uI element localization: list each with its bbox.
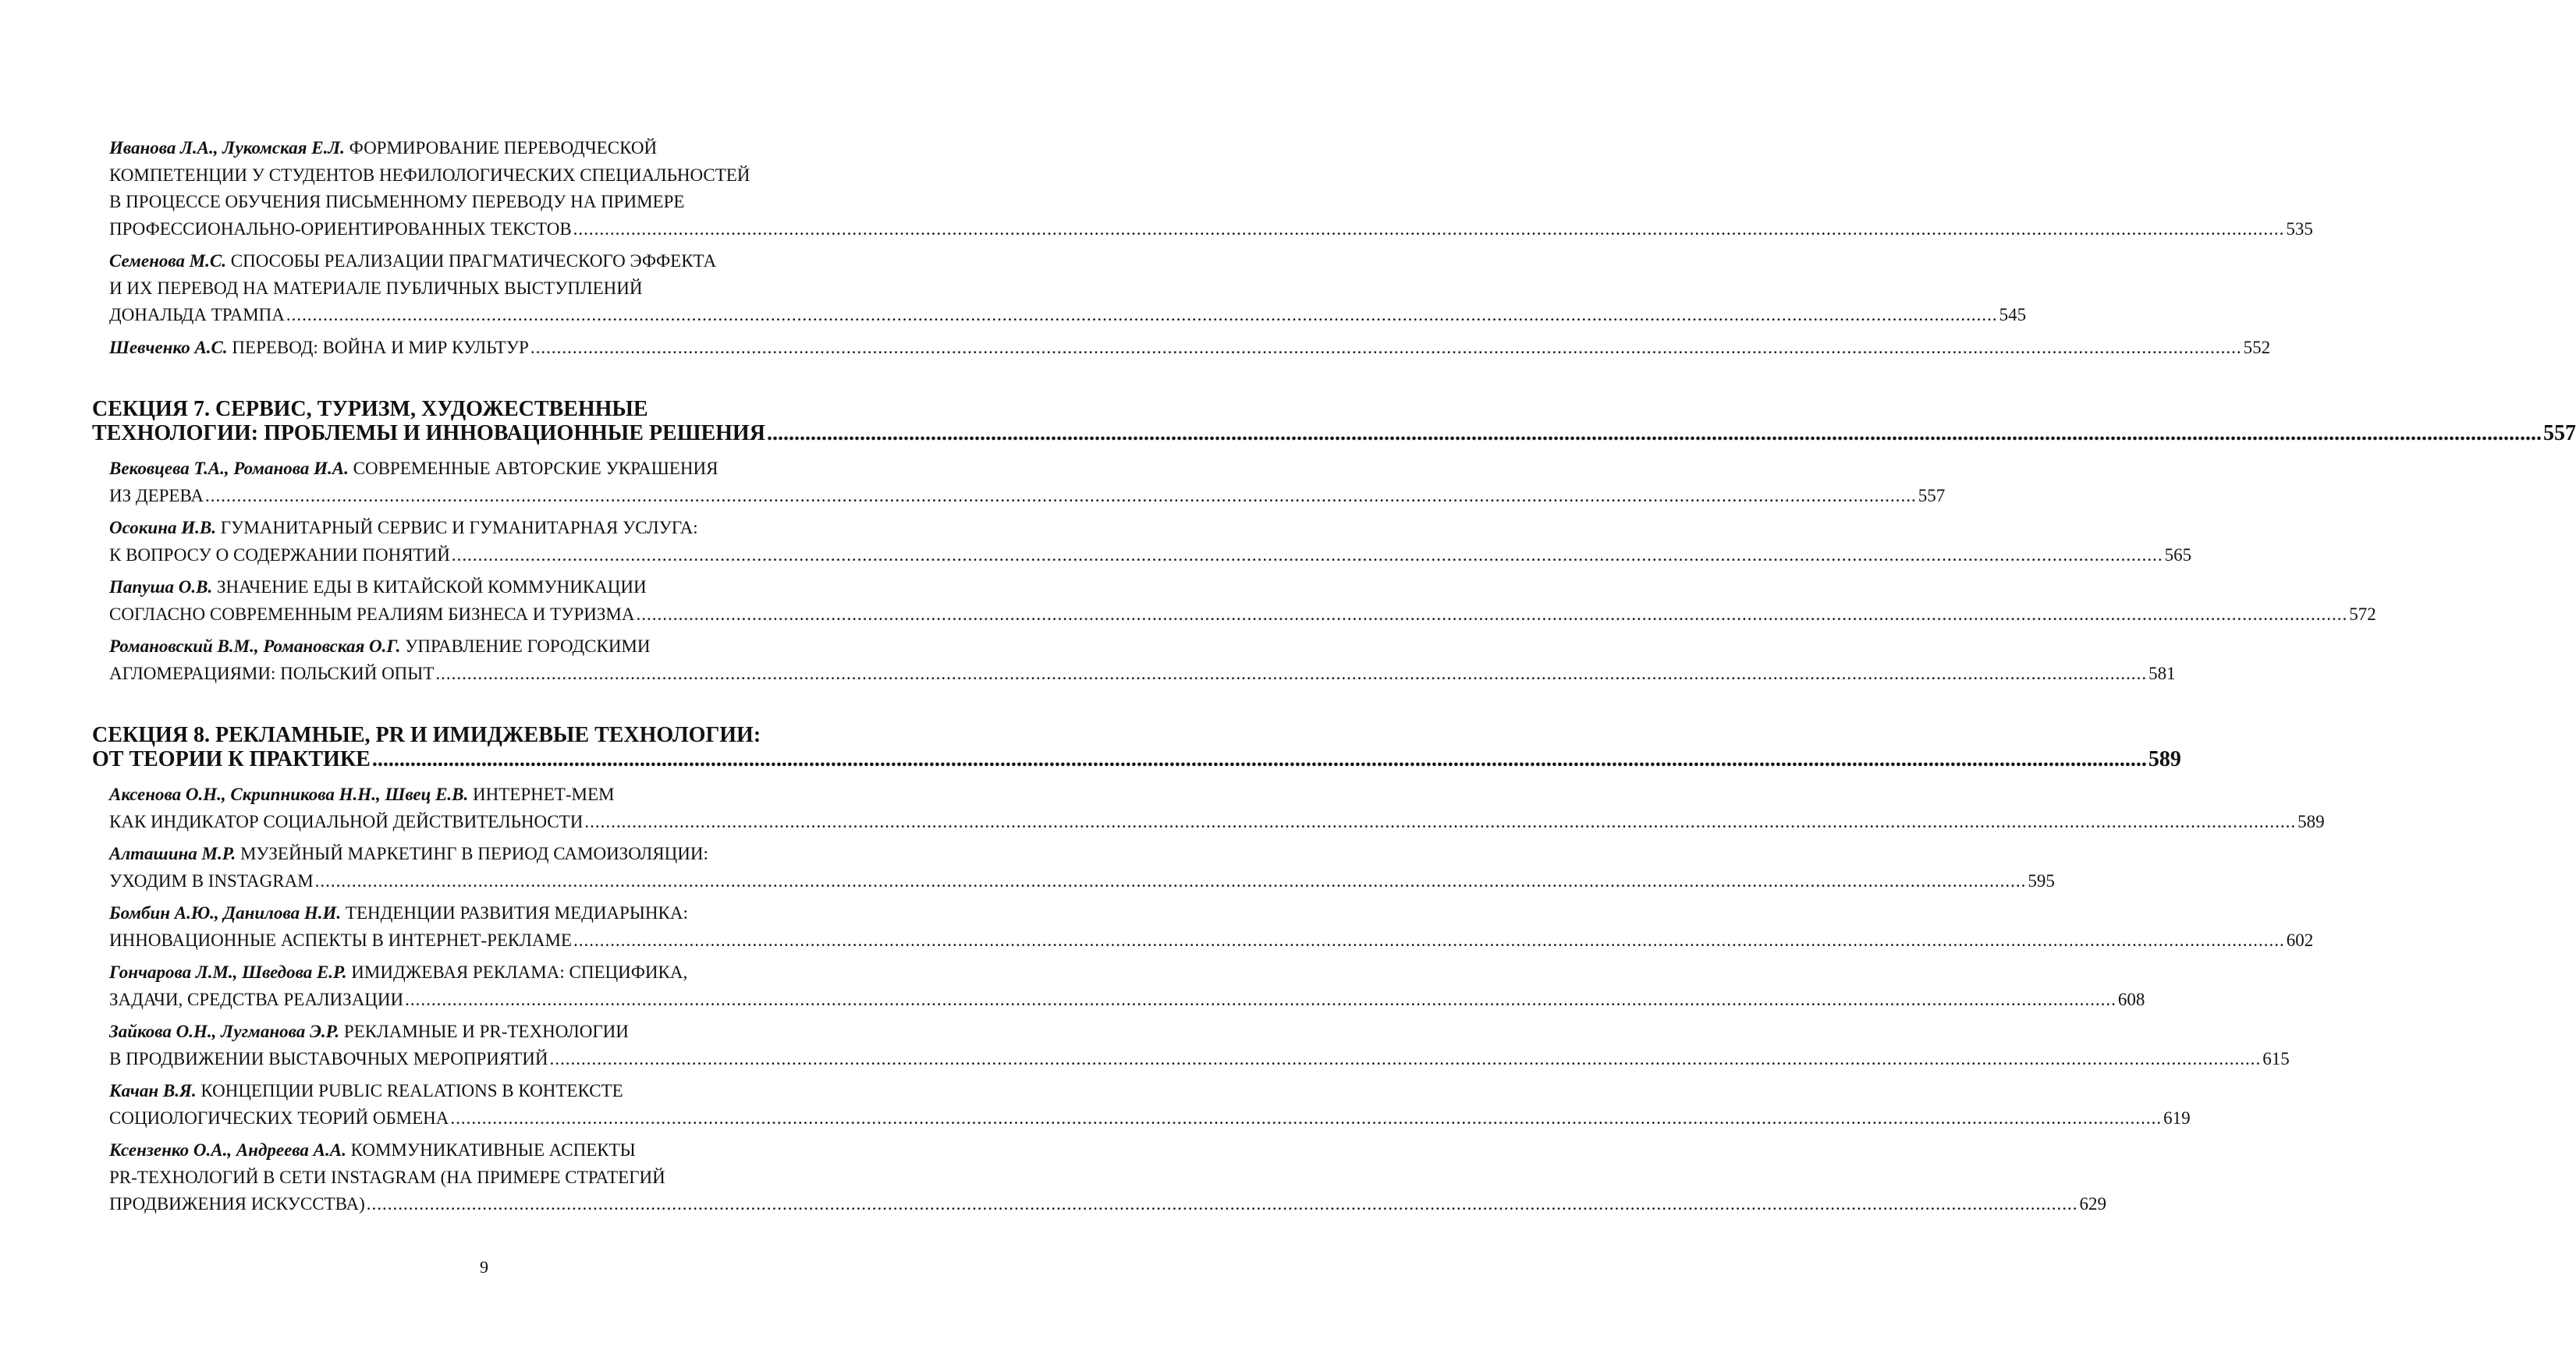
entry-title-text: КАК ИНДИКАТОР СОЦИАЛЬНОЙ ДЕЙСТВИТЕЛЬНОСТИ — [109, 811, 584, 831]
entry-line — [109, 515, 880, 542]
entry-text-wrapper — [109, 486, 204, 505]
entry-last-line — [109, 927, 2314, 955]
entry-last-line — [109, 1191, 2107, 1218]
toc-entry — [109, 1078, 2191, 1132]
entry-title-text: PR-ТЕХНОЛОГИЙ В СЕТИ INSTAGRAM (НА ПРИМЕРЕ СТРАТЕГИЙ — [109, 1167, 665, 1187]
entry-title-text: И ИХ ПЕРЕВОД НА МАТЕРИАЛЕ ПУБЛИЧНЫХ ВЫСТУПЛЕНИЙ — [109, 278, 643, 298]
entry-line — [109, 1019, 880, 1046]
entry-line — [109, 189, 880, 216]
entry-title-text: МУЗЕЙНЫЙ МАРКЕТИНГ В ПЕРИОД САМОИЗОЛЯЦИИ: — [240, 844, 708, 863]
entry-last-line — [109, 302, 2027, 329]
entry-title-text: ЗНАЧЕНИЕ ЕДЫ В КИТАЙСКОЙ КОММУНИКАЦИИ — [217, 577, 647, 597]
entry-last-line — [109, 868, 2055, 895]
entry-line — [109, 841, 880, 868]
entry-line — [109, 1078, 880, 1105]
entry-line — [109, 900, 880, 927]
entry-text-wrapper — [109, 604, 634, 624]
dot-leader — [435, 664, 2147, 683]
section-title-text: ОТ ТЕОРИИ К ПРАКТИКЕ — [92, 747, 371, 771]
section-title-text: ТЕХНОЛОГИИ: ПРОБЛЕМЫ И ИННОВАЦИОННЫЕ РЕШЕНИЯ — [92, 421, 765, 445]
dot-leader — [452, 545, 2163, 565]
entry-text-wrapper — [109, 545, 450, 565]
entry-line — [109, 781, 880, 809]
entry-last-line — [109, 809, 2325, 836]
entry-title-text: К ВОПРОСУ О СОДЕРЖАНИИ ПОНЯТИЙ — [109, 544, 450, 565]
entry-text-wrapper — [92, 421, 765, 445]
entry-authors: Романовский В.М., Романовская О.Г. — [109, 636, 401, 656]
toc-entry — [109, 455, 1946, 509]
toc-entry — [109, 515, 2192, 569]
entry-page-number: 589 — [2148, 747, 2181, 771]
dot-leader — [372, 747, 2147, 771]
entry-title-text: ДОНАЛЬДА ТРАМПА — [109, 305, 285, 324]
entry-page-number: 608 — [2117, 989, 2145, 1009]
entry-last-line — [109, 1046, 2290, 1073]
entry-line — [109, 574, 880, 601]
entry-title-text: ТЕНДЕНЦИИ РАЗВИТИЯ МЕДИАРЫНКА: — [345, 903, 688, 923]
entry-line — [109, 1137, 880, 1164]
entry-authors: Качан В.Я. — [109, 1081, 197, 1100]
toc-entry — [109, 633, 2176, 687]
entry-authors: Гончарова Л.М., Шведова Е.Р. — [109, 962, 347, 982]
entry-page-number: 589 — [2297, 811, 2325, 831]
entry-title-text: В ПРОЦЕССЕ ОБУЧЕНИЯ ПИСЬМЕННОМУ ПЕРЕВОДУ НА ПРИМЕРЕ — [109, 192, 685, 211]
entry-title-text: ПРОФЕССИОНАЛЬНО-ОРИЕНТИРОВАННЫХ ТЕКСТОВ — [109, 218, 572, 239]
entry-page-number: 572 — [2349, 604, 2376, 624]
entry-text-wrapper — [109, 664, 434, 683]
entry-title-text: СОЦИОЛОГИЧЕСКИХ ТЕОРИЙ ОБМЕНА — [109, 1108, 449, 1128]
dot-leader — [550, 1049, 2262, 1069]
entry-last-line — [92, 747, 2181, 771]
toc-entry — [109, 841, 2055, 895]
entry-title-text: ИМИДЖЕВАЯ РЕКЛАМА: СПЕЦИФИКА, — [351, 962, 688, 982]
entry-page-number: 581 — [2148, 663, 2176, 683]
toc-entry — [109, 1137, 2107, 1218]
entry-authors: Алташина М.Р. — [109, 844, 236, 863]
toc-entry — [109, 248, 2027, 329]
entry-page-number: 557 — [2542, 421, 2576, 445]
toc-entry — [109, 900, 2314, 954]
entry-title-text: ИЗ ДЕРЕВА — [109, 485, 204, 505]
entry-text-wrapper — [109, 812, 583, 831]
entry-page-number: 565 — [2164, 544, 2192, 565]
entry-title-text: КОМПЕТЕНЦИИ У СТУДЕНТОВ НЕФИЛОЛОГИЧЕСКИХ СПЕЦИАЛЬНОСТЕЙ — [109, 165, 750, 185]
entry-title-text: ИННОВАЦИОННЫЕ АСПЕКТЫ В ИНТЕРНЕТ-РЕКЛАМЕ — [109, 930, 572, 950]
entry-title-text: КОНЦЕПЦИИ PUBLIC REALATIONS В КОНТЕКСТЕ — [200, 1081, 623, 1100]
dot-leader — [767, 421, 2542, 445]
dot-leader — [573, 930, 2285, 950]
entry-title-text: СПОСОБЫ РЕАЛИЗАЦИИ ПРАГМАТИЧЕСКОГО ЭФФЕКТА — [230, 251, 717, 271]
toc-entry — [109, 135, 2313, 243]
entry-line — [109, 275, 880, 303]
entry-line — [109, 959, 880, 987]
dot-leader — [286, 305, 1998, 324]
entry-authors: Бомбин А.Ю., Данилова Н.И. — [109, 903, 342, 923]
entry-text-wrapper — [109, 1194, 365, 1214]
entry-last-line — [109, 601, 2376, 629]
entry-title-text: ФОРМИРОВАНИЕ ПЕРЕВОДЧЕСКОЙ — [349, 138, 658, 158]
entry-page-number: 595 — [2028, 870, 2055, 891]
entry-title-text: АГЛОМЕРАЦИЯМИ: ПОЛЬСКИЙ ОПЫТ — [109, 663, 435, 683]
entry-page-number: 545 — [1999, 305, 2027, 324]
entry-authors: Папуша О.В. — [109, 577, 213, 597]
entry-text-wrapper — [109, 1108, 449, 1128]
entry-title-text: ЗАДАЧИ, СРЕДСТВА РЕАЛИЗАЦИИ — [109, 989, 404, 1009]
entry-title-text: ИНТЕРНЕТ-МЕМ — [473, 785, 615, 804]
entry-page-number: 615 — [2262, 1048, 2290, 1069]
dot-leader — [315, 871, 2027, 891]
entry-title-text: УПРАВЛЕНИЕ ГОРОДСКИМИ — [405, 636, 651, 656]
entry-title-text: ГУМАНИТАРНЫЙ СЕРВИС И ГУМАНИТАРНАЯ УСЛУГА: — [220, 518, 698, 537]
table-of-contents — [92, 135, 2576, 1224]
entry-line — [109, 135, 880, 162]
page-number: 9 — [480, 1257, 488, 1277]
entry-last-line — [109, 1105, 2191, 1132]
entry-last-line — [109, 661, 2176, 688]
entry-line — [109, 455, 880, 483]
entry-page-number: 552 — [2243, 337, 2271, 357]
entry-last-line — [109, 216, 2313, 243]
entry-title-text: СОГЛАСНО СОВРЕМЕННЫМ РЕАЛИЯМ БИЗНЕСА И ТУРИЗМА — [109, 604, 635, 624]
entry-text-wrapper — [109, 305, 285, 324]
entry-title-text: В ПРОДВИЖЕНИИ ВЫСТАВОЧНЫХ МЕРОПРИЯТИЙ — [109, 1048, 548, 1069]
toc-entry — [109, 781, 2325, 835]
entry-line — [109, 1164, 880, 1192]
dot-leader — [573, 219, 2285, 239]
dot-leader — [450, 1108, 2162, 1128]
entry-page-number: 602 — [2286, 930, 2314, 950]
entry-text-wrapper — [109, 1049, 548, 1069]
entry-authors: Вековцева Т.А., Романова И.А. — [109, 459, 349, 478]
toc-entry — [109, 959, 2145, 1013]
entry-text-wrapper — [109, 871, 314, 891]
dot-leader — [530, 338, 2242, 357]
toc-entry — [109, 574, 2376, 628]
entry-title-text: ПРОДВИЖЕНИЯ ИСКУССТВА) — [109, 1194, 365, 1214]
entry-text-wrapper — [109, 930, 572, 950]
dot-leader — [405, 990, 2117, 1009]
entry-text-wrapper — [109, 219, 572, 239]
section-title-text: СЕКЦИЯ 7. СЕРВИС, ТУРИЗМ, ХУДОЖЕСТВЕННЫЕ — [92, 397, 648, 421]
entry-page-number: 535 — [2286, 218, 2313, 239]
entry-authors: Аксенова О.Н., Скрипникова Н.Н., Швец Е.В. — [109, 785, 469, 804]
entry-last-line — [109, 335, 2271, 362]
entry-last-line — [109, 987, 2145, 1014]
entry-page-number: 629 — [2079, 1194, 2107, 1214]
dot-leader — [636, 604, 2347, 624]
entry-text-wrapper — [109, 338, 529, 357]
entry-page-number: 619 — [2163, 1108, 2191, 1128]
entry-last-line — [92, 421, 2576, 445]
entry-last-line — [109, 483, 1946, 510]
entry-text-wrapper — [109, 990, 403, 1009]
entry-line — [109, 633, 880, 661]
entry-line — [92, 397, 880, 421]
entry-line — [109, 248, 880, 275]
entry-text-wrapper — [92, 747, 371, 771]
entry-authors: Семенова М.С. — [109, 251, 227, 271]
section-title-text: СЕКЦИЯ 8. РЕКЛАМНЫЕ, PR И ИМИДЖЕВЫЕ ТЕХНОЛОГИИ: — [92, 723, 761, 747]
toc-entry — [109, 335, 2271, 362]
entry-authors: Зайкова О.Н., Лугманова Э.Р. — [109, 1022, 340, 1041]
toc-entry — [109, 1019, 2290, 1072]
entry-title-text: УХОДИМ В INSTAGRAM — [109, 870, 314, 891]
entry-authors: Шевченко А.С. — [109, 337, 228, 357]
entry-authors: Осокина И.В. — [109, 518, 216, 537]
entry-authors: Ксензенко О.А., Андреева А.А. — [109, 1140, 346, 1160]
entry-line — [92, 723, 880, 747]
toc-section-heading — [92, 723, 2181, 771]
entry-title-text: РЕКЛАМНЫЕ И PR-ТЕХНОЛОГИИ — [343, 1022, 629, 1041]
entry-title-text: СОВРЕМЕННЫЕ АВТОРСКИЕ УКРАШЕНИЯ — [353, 459, 719, 478]
entry-authors: Иванова Л.А., Лукомская Е.Л. — [109, 138, 345, 158]
entry-last-line — [109, 542, 2192, 569]
entry-page-number: 557 — [1918, 485, 1946, 505]
toc-section-heading — [92, 397, 2576, 445]
entry-title-text: КОММУНИКАТИВНЫЕ АСПЕКТЫ — [350, 1140, 636, 1160]
entry-title-text: ПЕРЕВОД: ВОЙНА И МИР КУЛЬТУР — [232, 337, 529, 357]
dot-leader — [584, 812, 2296, 831]
dot-leader — [367, 1194, 2078, 1214]
entry-line — [109, 162, 880, 190]
dot-leader — [205, 486, 1917, 505]
